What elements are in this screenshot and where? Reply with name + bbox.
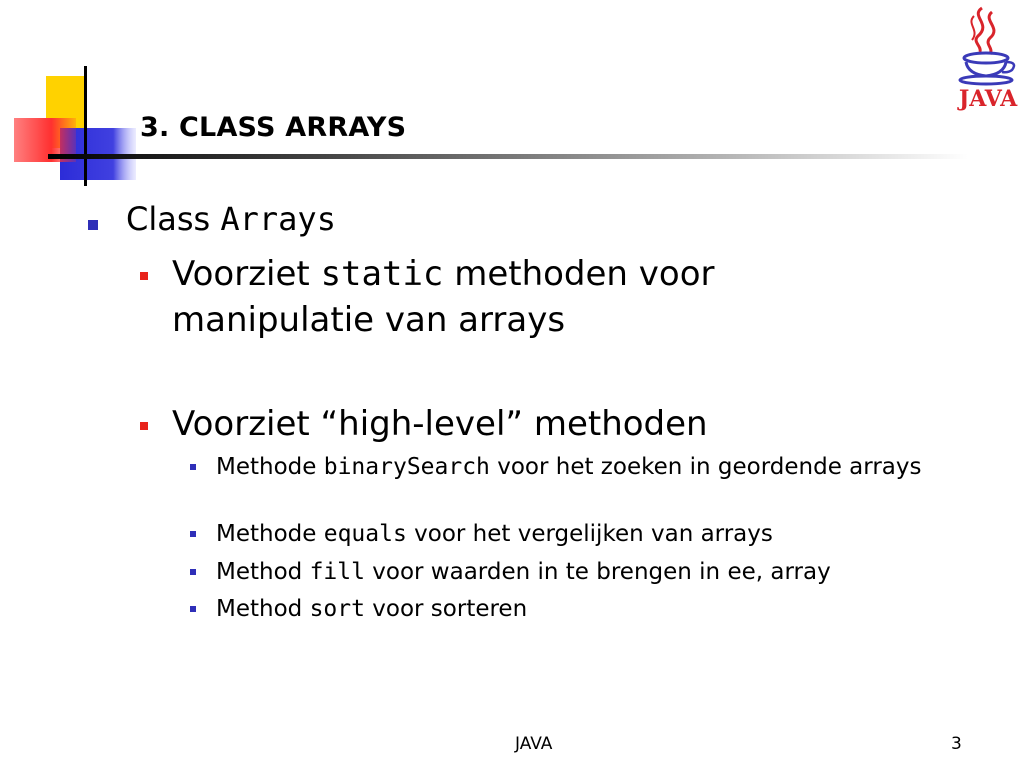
blue-square-bullet — [190, 606, 196, 612]
bullet-text: Methode binarySearch voor het zoeken in geordende arrays — [216, 454, 922, 480]
blue-square-bullet — [190, 531, 196, 537]
blue-square-bullet — [190, 569, 196, 575]
slide-title: 3. CLASS ARRAYS — [140, 112, 407, 143]
page-number: 3 — [951, 734, 962, 754]
blue-square-bullet — [88, 220, 98, 230]
bullet-text: Methode equals voor het vergelijken van arrays — [216, 521, 773, 547]
bullet-text: Method sort voor sorteren — [216, 596, 528, 622]
code-equals: equals — [323, 521, 407, 547]
code-static: static — [320, 254, 444, 294]
code-sort: sort — [309, 596, 365, 622]
red-square-bullet — [140, 272, 148, 280]
red-square-bullet — [140, 422, 148, 430]
bullet-text: Class Arrays — [126, 200, 336, 238]
footer-label: JAVA — [515, 734, 553, 754]
bullet-text: Voorziet static methoden voor manipulatie van arrays — [172, 254, 715, 340]
code-fill: fill — [309, 559, 365, 585]
bullet-text: Voorziet “high-level” methoden — [172, 404, 708, 444]
bullet-text: Method fill voor waarden in te brengen in ee, array — [216, 559, 831, 585]
blue-square-bullet — [190, 464, 196, 470]
title-decoration — [0, 0, 160, 200]
title-underline — [48, 154, 968, 159]
code-binarysearch: binarySearch — [323, 454, 490, 480]
code-arrays: Arrays — [220, 200, 336, 238]
java-logo-text: JAVA — [958, 86, 1018, 112]
java-logo — [952, 2, 1024, 114]
